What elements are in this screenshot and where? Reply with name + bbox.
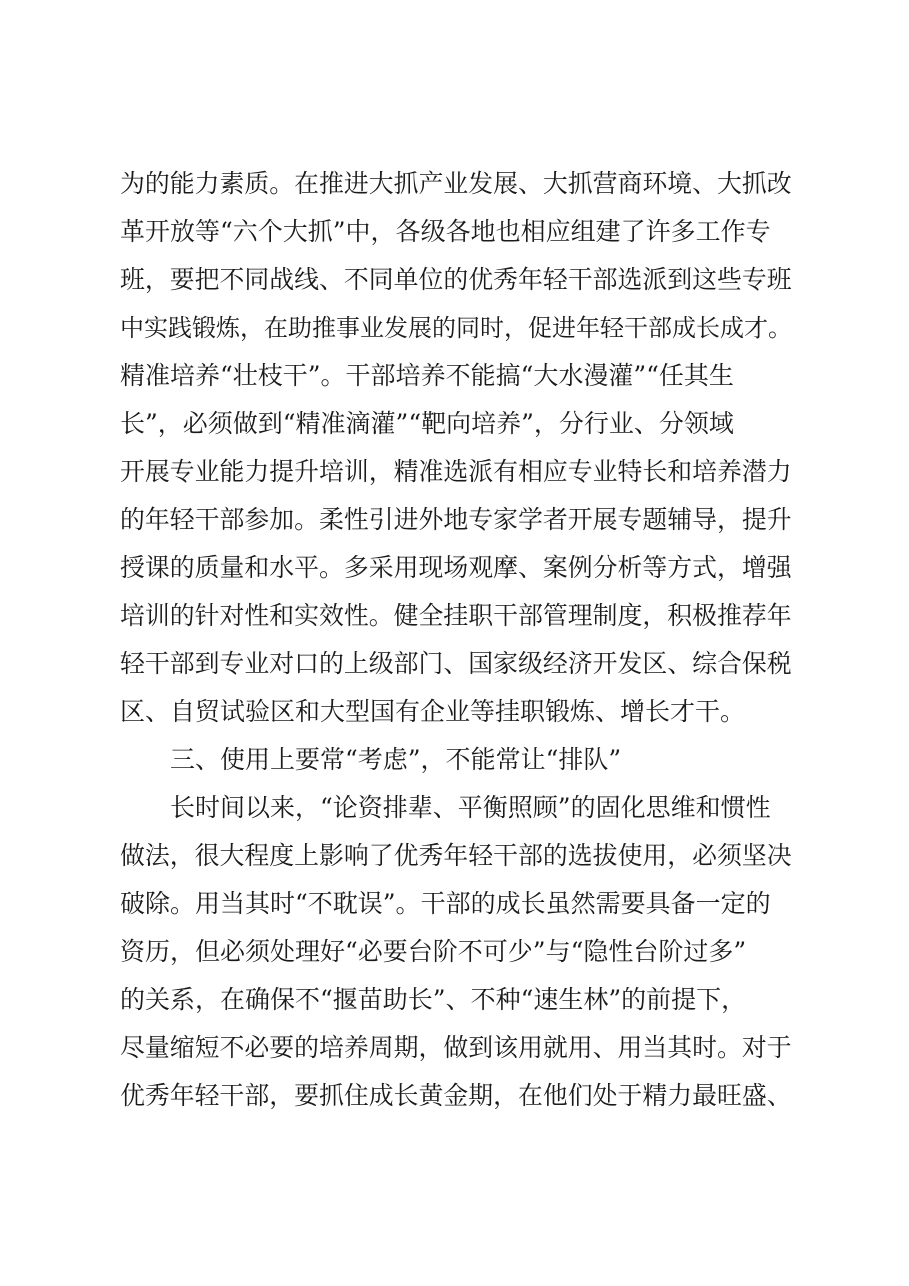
body-text-line: 长”，必须做到“精准滴灌”“靶向培养”，分行业、分领域 — [120, 409, 734, 438]
body-text-line: 轻干部到专业对口的上级部门、国家级经济开发区、综合保税 — [120, 649, 792, 678]
body-text-line: 做法，很大程度上影响了优秀年轻干部的选拔使用，必须坚决 — [120, 841, 792, 870]
body-text-line: 优秀年轻干部，要抓住成长黄金期，在他们处于精力最旺盛、 — [120, 1081, 792, 1110]
body-text-line: 为的能力素质。在推进大抓产业发展、大抓营商环境、大抓改 — [120, 169, 792, 198]
body-text-line: 培训的针对性和实效性。健全挂职干部管理制度，积极推荐年 — [120, 601, 792, 630]
body-text-line: 的关系，在确保不“揠苗助长”、不种“速生林”的前提下， — [120, 985, 747, 1014]
body-text-line: 开展专业能力提升培训，精准选派有相应专业特长和培养潜力 — [120, 457, 792, 486]
section-heading: 三、使用上要常“考虑”，不能常让“排队” — [170, 745, 622, 774]
body-text-line: 精准培养“壮枝干”。干部培养不能搞“大水漫灌”“任其生 — [120, 361, 734, 390]
body-text-line: 革开放等“六个大抓”中，各级各地也相应组建了许多工作专 — [120, 217, 771, 246]
body-text-line: 中实践锻炼，在助推事业发展的同时，促进年轻干部成长成才。 — [120, 314, 792, 342]
body-text-line: 区、自贸试验区和大型国有企业等挂职锻炼、增长才干。 — [120, 697, 746, 726]
body-text-line: 的年轻干部参加。柔性引进外地专家学者开展专题辅导，提升 — [120, 505, 792, 534]
body-text-line: 破除。用当其时“不耽误”。干部的成长虽然需要具备一定的 — [120, 889, 771, 918]
body-text-line: 班，要把不同战线、不同单位的优秀年轻干部选派到这些专班 — [120, 265, 792, 294]
paragraph-first-line: 长时间以来，“论资排辈、平衡照顾”的固化思维和惯性 — [170, 793, 771, 822]
body-text-line: 尽量缩短不必要的培养周期，做到该用就用、用当其时。对于 — [120, 1033, 792, 1062]
body-text-line: 资历，但必须处理好“必要台阶不可少”与“隐性台阶过多” — [120, 937, 747, 966]
body-text-line: 授课的质量和水平。多采用现场观摩、案例分析等方式，增强 — [120, 553, 792, 582]
